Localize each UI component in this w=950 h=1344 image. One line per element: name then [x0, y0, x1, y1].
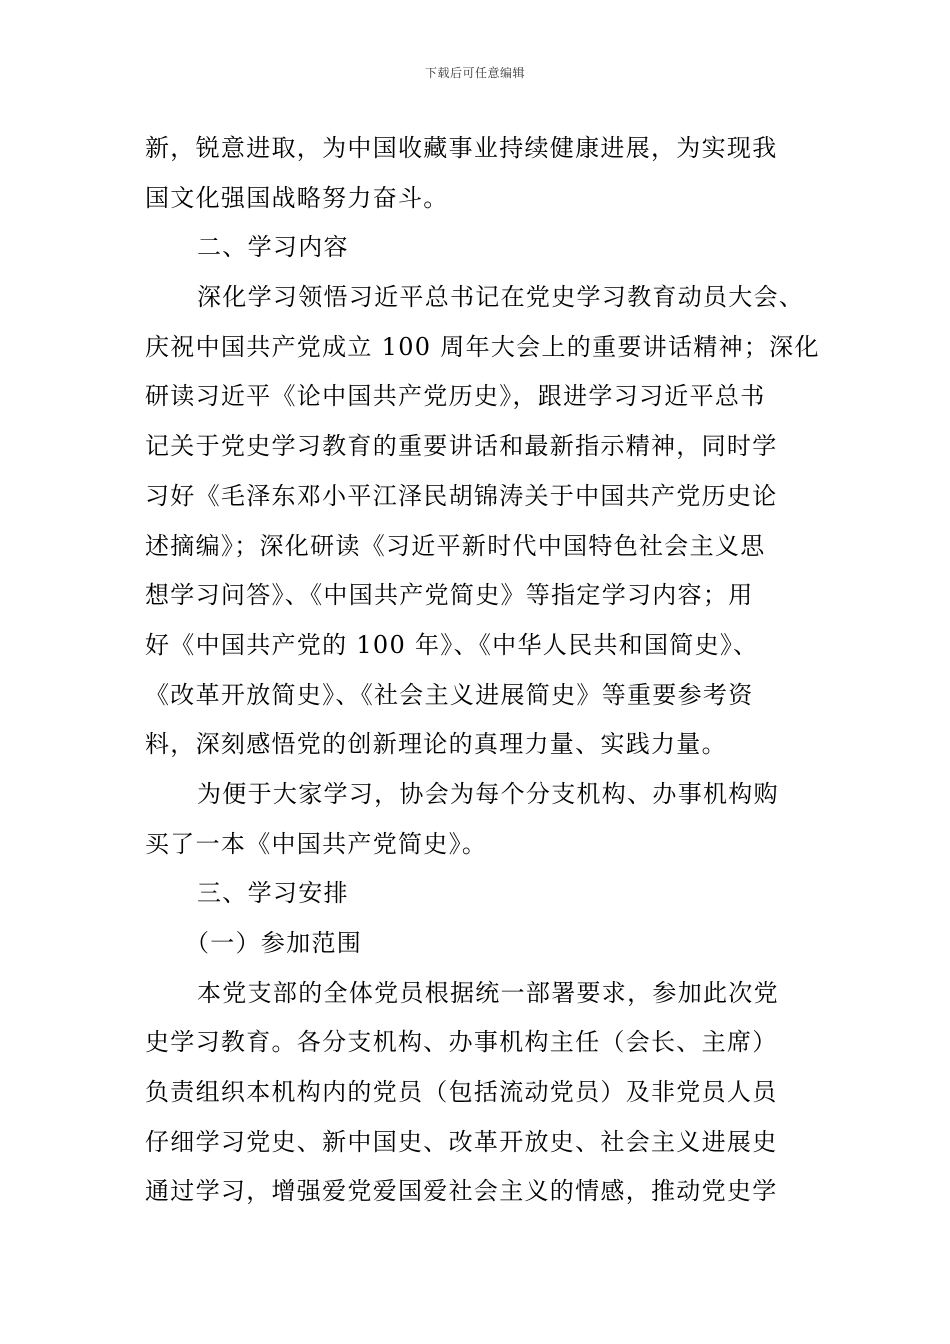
section-heading: 三、学习安排	[197, 879, 349, 908]
text-line: 庆祝中国共产党成立 100 周年大会上的重要讲话精神；深化	[145, 332, 820, 361]
subsection-heading: （一）参加范围	[185, 929, 363, 957]
document-body	[145, 124, 825, 1217]
text-line: 深化学习领悟习近平总书记在党史学习教育动员大会、	[197, 283, 805, 312]
text-line: 研读习近平《论中国共产党历史》，跟进学习习近平总书	[145, 382, 766, 411]
text-line: 料，深刻感悟党的创新理论的真理力量、实践力量。	[145, 730, 727, 759]
text-line: 国文化强国战略努力奋斗。	[145, 183, 449, 212]
text-line: 习好《毛泽东邓小平江泽民胡锦涛关于中国共产党历史论	[145, 481, 778, 510]
text-line: 记关于党史学习教育的重要讲话和最新指示精神，同时学	[145, 432, 778, 461]
text-line: 新，锐意进取，为中国收藏事业持续健康进展，为实现我	[145, 134, 778, 162]
text-line: 史学习教育。各分支机构、办事机构主任（会长、主席）	[145, 1028, 778, 1057]
text-line: 买了一本《中国共产党简史》。	[145, 829, 488, 858]
text-line: 好《中国共产党的 100 年》、《中华人民共和国简史》、	[145, 630, 759, 659]
page-header: 下载后可任意编辑	[424, 66, 525, 80]
text-line: 想学习问答》、《中国共产党简史》等指定学习内容；用	[145, 581, 754, 610]
text-line: 仔细学习党史、新中国史、改革开放史、社会主义进展史	[145, 1127, 778, 1156]
text-line: 负责组织本机构内的党员（包括流动党员）及非党员人员	[145, 1078, 778, 1107]
text-line: 《改革开放简史》、《社会主义进展简史》等重要参考资	[145, 680, 754, 709]
section-heading: 二、学习内容	[197, 233, 349, 262]
text-line: 通过学习，增强爱党爱国爱社会主义的情感，推动党史学	[145, 1177, 778, 1206]
text-line: 本党支部的全体党员根据统一部署要求，参加此次党	[197, 978, 779, 1007]
text-line: 述摘编》；深化研读《习近平新时代中国特色社会主义思	[145, 531, 766, 560]
text-line: 为便于大家学习，协会为每个分支机构、办事机构购	[197, 779, 779, 808]
